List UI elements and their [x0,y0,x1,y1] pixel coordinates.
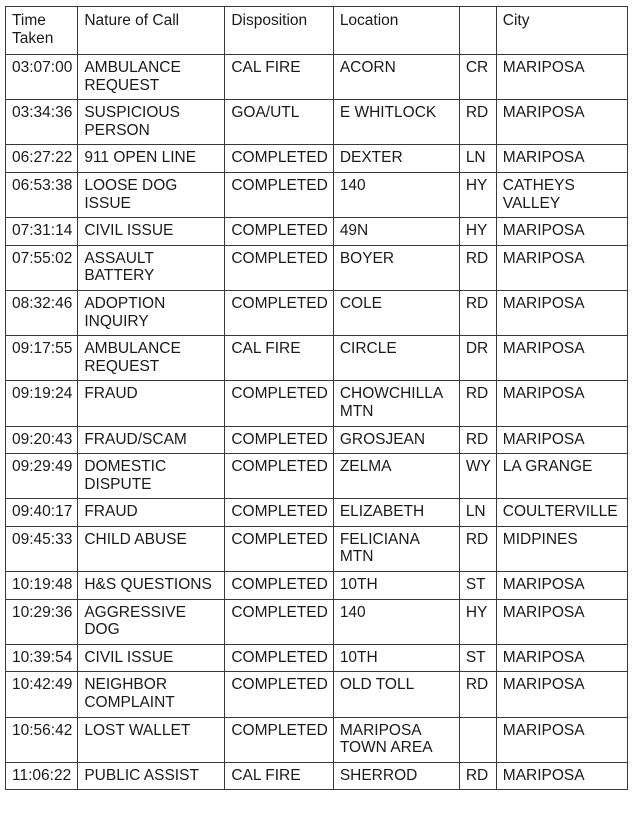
cell-time: 09:20:43 [6,426,78,454]
table-row [6,454,628,499]
table-row [6,55,628,100]
table-row [6,644,628,672]
call-log-table [5,6,628,790]
cell-city: MARIPOSA [496,245,627,290]
cell-disposition: COMPLETED [225,672,333,717]
table-row [6,572,628,600]
cell-city: MARIPOSA [496,218,627,246]
cell-nature: CHILD ABUSE [78,526,225,571]
cell-suffix: HY [459,172,496,217]
cell-nature: H&S QUESTIONS [78,572,225,600]
cell-nature: CIVIL ISSUE [78,644,225,672]
cell-suffix: ST [459,644,496,672]
table-row [6,145,628,173]
header-suffix [459,7,496,55]
header-time: Time Taken [6,7,78,55]
cell-city: MARIPOSA [496,290,627,335]
cell-disposition: COMPLETED [225,381,333,426]
cell-suffix: RD [459,762,496,790]
cell-city: MARIPOSA [496,426,627,454]
header-nature: Nature of Call [78,7,225,55]
cell-location: 49N [333,218,459,246]
table-row [6,599,628,644]
cell-location: CIRCLE [333,336,459,381]
cell-time: 07:55:02 [6,245,78,290]
cell-location: BOYER [333,245,459,290]
cell-nature: FRAUD [78,499,225,527]
cell-suffix [459,717,496,762]
table-row [6,762,628,790]
cell-nature: ADOPTION INQUIRY [78,290,225,335]
table-row [6,245,628,290]
cell-location: E WHITLOCK [333,100,459,145]
cell-location: SHERROD [333,762,459,790]
cell-location: 140 [333,599,459,644]
cell-nature: FRAUD/SCAM [78,426,225,454]
cell-disposition: COMPLETED [225,599,333,644]
cell-suffix: RD [459,526,496,571]
cell-suffix: CR [459,55,496,100]
table-row [6,717,628,762]
cell-location: 10TH [333,572,459,600]
cell-location: GROSJEAN [333,426,459,454]
cell-nature: 911 OPEN LINE [78,145,225,173]
cell-suffix: RD [459,381,496,426]
cell-location: 10TH [333,644,459,672]
cell-disposition: CAL FIRE [225,55,333,100]
cell-location: ACORN [333,55,459,100]
cell-time: 10:29:36 [6,599,78,644]
cell-location: OLD TOLL [333,672,459,717]
cell-city: MARIPOSA [496,672,627,717]
cell-city: MARIPOSA [496,717,627,762]
cell-city: MARIPOSA [496,599,627,644]
cell-location: ELIZABETH [333,499,459,527]
cell-suffix: DR [459,336,496,381]
cell-time: 09:19:24 [6,381,78,426]
cell-time: 08:32:46 [6,290,78,335]
cell-disposition: COMPLETED [225,454,333,499]
cell-nature: AGGRESSIVE DOG [78,599,225,644]
call-log-container [5,6,628,790]
cell-disposition: COMPLETED [225,717,333,762]
cell-time: 09:40:17 [6,499,78,527]
cell-time: 03:07:00 [6,55,78,100]
cell-city: MIDPINES [496,526,627,571]
cell-nature: DOMESTIC DISPUTE [78,454,225,499]
cell-city: MARIPOSA [496,100,627,145]
cell-disposition: COMPLETED [225,572,333,600]
cell-time: 09:45:33 [6,526,78,571]
cell-disposition: COMPLETED [225,218,333,246]
cell-disposition: COMPLETED [225,499,333,527]
cell-location: COLE [333,290,459,335]
cell-disposition: COMPLETED [225,526,333,571]
cell-city: MARIPOSA [496,762,627,790]
table-row [6,100,628,145]
cell-suffix: RD [459,245,496,290]
cell-city: MARIPOSA [496,55,627,100]
header-city: City [496,7,627,55]
cell-suffix: ST [459,572,496,600]
cell-city: MARIPOSA [496,336,627,381]
cell-location: 140 [333,172,459,217]
cell-disposition: CAL FIRE [225,336,333,381]
table-row [6,290,628,335]
cell-time: 09:17:55 [6,336,78,381]
cell-nature: SUSPICIOUS PERSON [78,100,225,145]
cell-disposition: COMPLETED [225,426,333,454]
cell-location: CHOWCHILLA MTN [333,381,459,426]
cell-time: 11:06:22 [6,762,78,790]
cell-suffix: RD [459,290,496,335]
cell-suffix: RD [459,672,496,717]
table-row [6,336,628,381]
cell-suffix: LN [459,145,496,173]
cell-city: MARIPOSA [496,145,627,173]
table-row [6,672,628,717]
cell-location: ZELMA [333,454,459,499]
cell-city: MARIPOSA [496,381,627,426]
table-row [6,172,628,217]
cell-disposition: COMPLETED [225,172,333,217]
cell-suffix: LN [459,499,496,527]
cell-suffix: HY [459,218,496,246]
cell-nature: AMBULANCE REQUEST [78,55,225,100]
cell-suffix: RD [459,100,496,145]
header-location: Location [333,7,459,55]
cell-location: MARIPOSA TOWN AREA [333,717,459,762]
cell-suffix: HY [459,599,496,644]
table-row [6,218,628,246]
cell-time: 07:31:14 [6,218,78,246]
cell-disposition: COMPLETED [225,145,333,173]
table-row [6,426,628,454]
cell-location: DEXTER [333,145,459,173]
cell-nature: AMBULANCE REQUEST [78,336,225,381]
table-row [6,526,628,571]
cell-disposition: COMPLETED [225,644,333,672]
cell-disposition: COMPLETED [225,290,333,335]
cell-city: MARIPOSA [496,572,627,600]
cell-nature: FRAUD [78,381,225,426]
cell-time: 06:27:22 [6,145,78,173]
cell-city: COULTERVILLE [496,499,627,527]
cell-time: 10:39:54 [6,644,78,672]
cell-city: CATHEYS VALLEY [496,172,627,217]
cell-nature: LOOSE DOG ISSUE [78,172,225,217]
cell-nature: ASSAULT BATTERY [78,245,225,290]
cell-time: 09:29:49 [6,454,78,499]
cell-time: 03:34:36 [6,100,78,145]
cell-disposition: COMPLETED [225,245,333,290]
cell-nature: NEIGHBOR COMPLAINT [78,672,225,717]
cell-location: FELICIANA MTN [333,526,459,571]
cell-city: MARIPOSA [496,644,627,672]
header-disposition: Disposition [225,7,333,55]
cell-disposition: GOA/UTL [225,100,333,145]
cell-time: 10:19:48 [6,572,78,600]
cell-time: 10:42:49 [6,672,78,717]
cell-nature: LOST WALLET [78,717,225,762]
header-row [6,7,628,55]
cell-nature: PUBLIC ASSIST [78,762,225,790]
cell-suffix: WY [459,454,496,499]
cell-nature: CIVIL ISSUE [78,218,225,246]
table-row [6,381,628,426]
cell-city: LA GRANGE [496,454,627,499]
cell-time: 10:56:42 [6,717,78,762]
cell-time: 06:53:38 [6,172,78,217]
table-row [6,499,628,527]
cell-disposition: CAL FIRE [225,762,333,790]
cell-suffix: RD [459,426,496,454]
